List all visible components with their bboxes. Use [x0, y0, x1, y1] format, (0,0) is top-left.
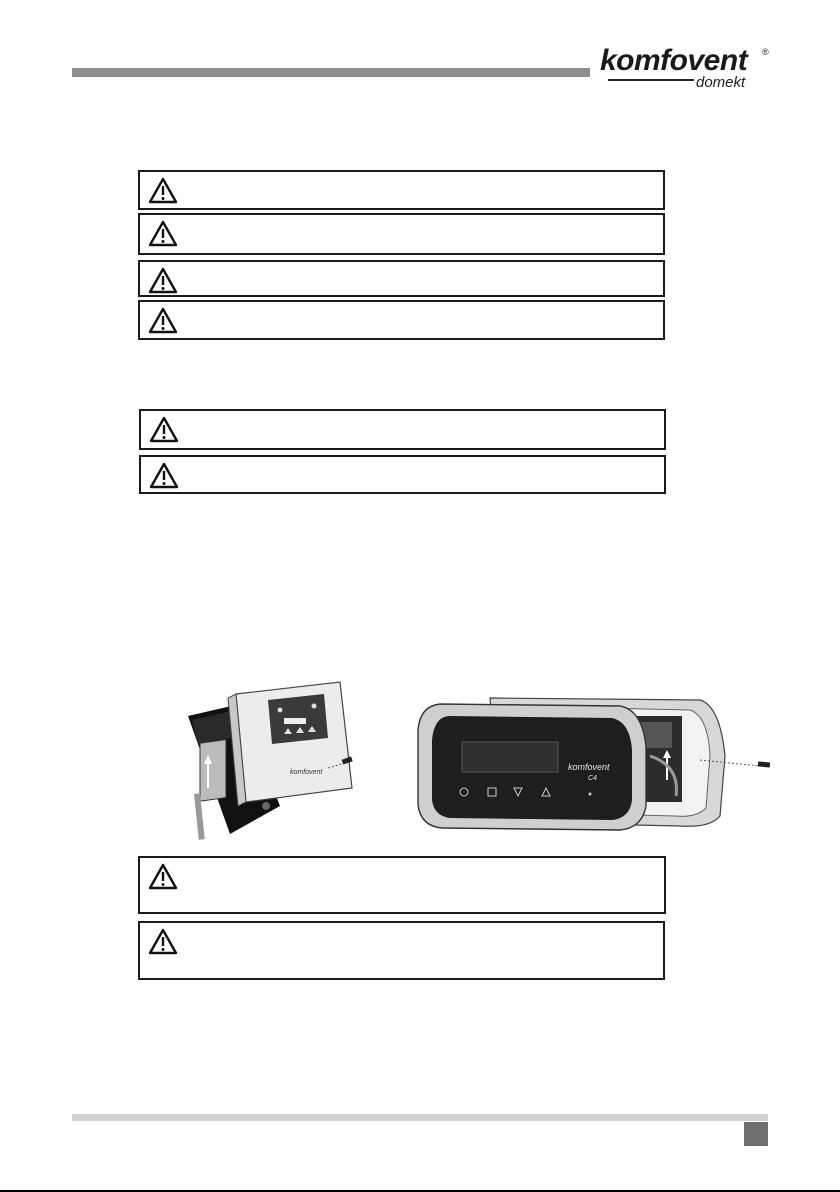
logo-underline — [608, 79, 694, 81]
warning-box — [138, 170, 665, 210]
control-panels-installation-figure — [180, 676, 780, 844]
logo-wordmark: komfovent — [600, 44, 748, 77]
page-number-box — [744, 1122, 768, 1146]
warning-triangle-icon — [148, 220, 178, 248]
warning-triangle-icon — [148, 307, 178, 335]
warning-triangle-icon — [149, 462, 179, 490]
logo-subtitle: domekt — [696, 74, 746, 91]
c4-panel-illustration — [418, 698, 770, 830]
header-bar — [72, 68, 590, 77]
footer-bar — [72, 1114, 768, 1121]
warning-box — [138, 856, 666, 914]
screw-icon — [758, 761, 770, 767]
warning-triangle-icon — [149, 416, 179, 444]
warning-box — [139, 455, 666, 494]
small-panel-illustration — [188, 682, 353, 840]
company-logo — [600, 44, 770, 94]
warning-box — [138, 213, 665, 255]
c4-model-label: C4 — [588, 775, 597, 782]
warning-box — [139, 409, 666, 450]
c4-brand-label: komfovent — [568, 762, 610, 772]
logo-registered-mark: ® — [762, 47, 769, 57]
warning-triangle-icon — [148, 177, 178, 205]
warning-triangle-icon — [148, 928, 178, 956]
warning-box — [138, 300, 665, 340]
warning-triangle-icon — [148, 267, 178, 295]
warning-box — [138, 921, 665, 980]
warning-triangle-icon — [148, 863, 178, 891]
small-panel-brand-label: komfovent — [290, 769, 323, 776]
warning-box — [138, 260, 665, 297]
